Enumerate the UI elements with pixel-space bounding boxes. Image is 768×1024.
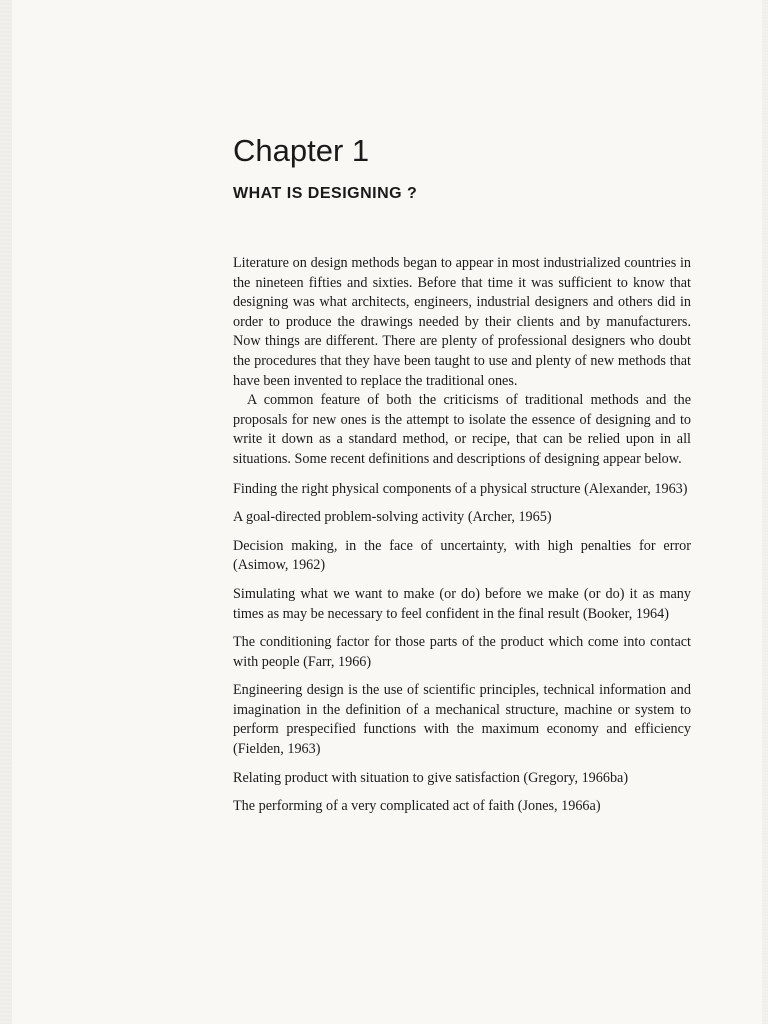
definition-item: A goal-directed problem-solving activity (Archer, 1965)	[233, 509, 552, 526]
page-content	[233, 132, 691, 826]
paragraph-2: A common feature of both the criticisms of traditional methods and the proposals for new ones is the attempt to isolate the essence of designing and to write it down as a standard method, or recipe, that can be relied upon in all situations. Some recent definitions and descriptions of designing appear below.	[233, 392, 691, 467]
definitions-list	[233, 480, 691, 817]
definition-item: Relating product with situation to give satisfaction (Gregory, 1966ba)	[233, 769, 629, 786]
scan-edge-right	[762, 0, 768, 1024]
definition-item: The conditioning factor for those parts of the product which come into contact with people (Farr, 1966)	[233, 634, 691, 670]
definition-item: Finding the right physical components of a physical structure (Alexander, 1963)	[233, 480, 688, 497]
chapter-label: Chapter 1	[233, 133, 370, 168]
definition-item: Simulating what we want to make (or do) before we make (or do) it as many times as may be necessary to feel confident in the final result (Booker, 1964)	[233, 585, 691, 622]
chapter-title: WHAT IS DESIGNING ?	[233, 185, 418, 202]
scan-edge-left	[0, 0, 12, 1024]
body-text	[233, 254, 691, 470]
definition-item: The performing of a very complicated act of faith (Jones, 1966a)	[233, 798, 601, 815]
paragraph-1: Literature on design methods began to appear in most industrialized countries in the nineteen fifties and sixties. Before that time it was sufficient to know that designing was what architects, engineers, industrial designers and others did in order to produce the drawings needed by their clients and by manufacturers. Now things are different. There are plenty of professional designers who doubt the procedures that they have been taught to use and plenty of new methods that have been invented to replace the traditional ones.	[233, 255, 691, 389]
definition-item: Decision making, in the face of uncertainty, with high penalties for error (Asimow, 1962)	[233, 537, 691, 574]
definition-item: Engineering design is the use of scientific principles, technical information and imagination in the definition of a mechanical structure, machine or system to perform prespecified functions with the maximum economy and efficiency (Fielden, 1963)	[233, 682, 691, 758]
